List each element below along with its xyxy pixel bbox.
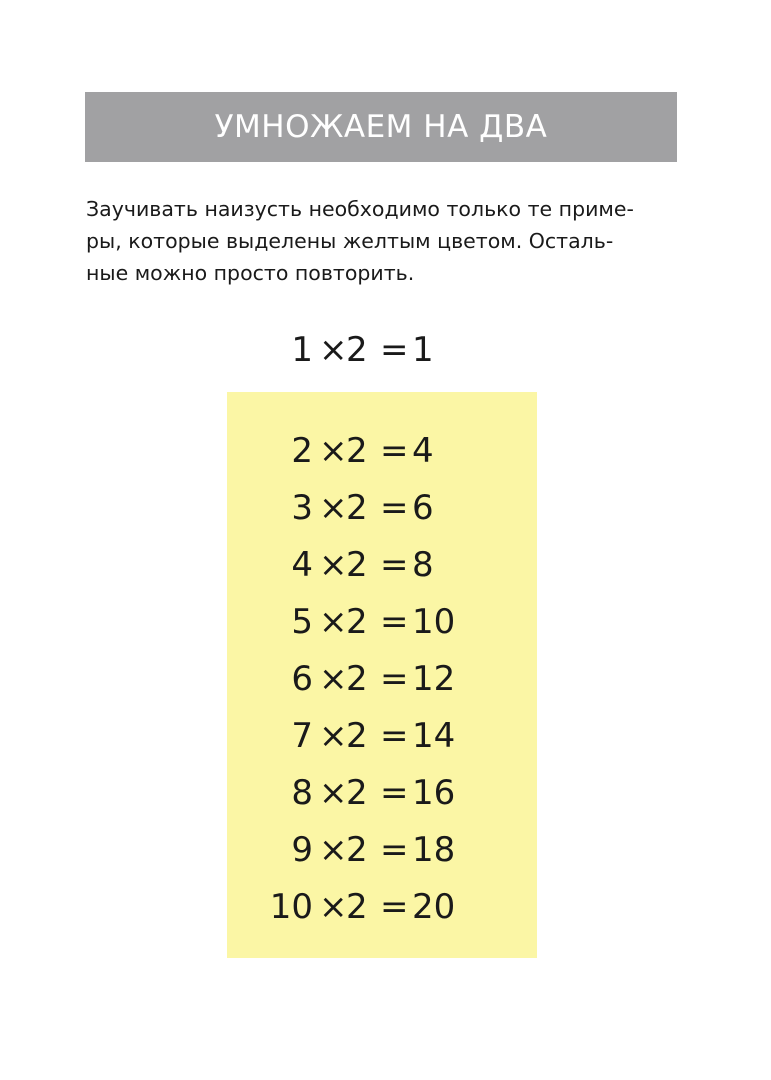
equation-factor-a: 4 <box>291 545 313 585</box>
intro-line: Заучивать наизусть необходимо только те приме- <box>86 197 634 221</box>
equation-factor-b: 2 <box>346 830 368 870</box>
equation-result: 16 <box>412 773 456 813</box>
standalone-equation <box>0 322 771 370</box>
equals-sign: = <box>380 716 409 756</box>
equation-factor-a: 10 <box>269 887 313 927</box>
equation-factor-a: 1 <box>291 330 313 370</box>
equation-row <box>0 879 771 936</box>
equation-factor-b: 2 <box>346 773 368 813</box>
multiply-sign: × <box>319 716 348 756</box>
equation-row <box>0 594 771 651</box>
equals-sign: = <box>380 887 409 927</box>
multiply-sign: × <box>319 602 348 642</box>
multiply-sign: × <box>319 330 348 370</box>
multiply-sign: × <box>319 545 348 585</box>
equation-factor-a: 7 <box>291 716 313 756</box>
equation-result: 4 <box>412 431 434 471</box>
equation-row <box>0 651 771 708</box>
equation-factor-a: 3 <box>291 488 313 528</box>
equation-factor-a: 9 <box>291 830 313 870</box>
equation-row <box>0 822 771 879</box>
intro-line: ры, которые выделены желтым цветом. Осталь- <box>86 229 614 253</box>
intro-paragraph <box>86 193 686 289</box>
equals-sign: = <box>380 659 409 699</box>
equation-list <box>0 423 771 936</box>
equation-row <box>0 708 771 765</box>
equals-sign: = <box>380 431 409 471</box>
equation-row <box>0 537 771 594</box>
equation-factor-b: 2 <box>346 716 368 756</box>
equation-factor-b: 2 <box>346 330 368 370</box>
equation-result: 10 <box>412 602 456 642</box>
equation-result: 12 <box>412 659 456 699</box>
multiply-sign: × <box>319 887 348 927</box>
equation-factor-a: 5 <box>291 602 313 642</box>
equation-result: 1 <box>412 330 434 370</box>
multiply-sign: × <box>319 488 348 528</box>
multiply-sign: × <box>319 431 348 471</box>
equation-factor-b: 2 <box>346 602 368 642</box>
equation-factor-a: 2 <box>291 431 313 471</box>
equals-sign: = <box>380 488 409 528</box>
equation-factor-b: 2 <box>346 887 368 927</box>
multiply-sign: × <box>319 773 348 813</box>
equation-row <box>0 423 771 480</box>
equation-row <box>0 480 771 537</box>
equation-result: 14 <box>412 716 456 756</box>
equals-sign: = <box>380 830 409 870</box>
equation-row <box>0 765 771 822</box>
multiply-sign: × <box>319 659 348 699</box>
equals-sign: = <box>380 602 409 642</box>
equation-factor-b: 2 <box>346 431 368 471</box>
equals-sign: = <box>380 545 409 585</box>
equation-result: 20 <box>412 887 456 927</box>
intro-line: ные можно просто повторить. <box>86 261 415 285</box>
title-bar <box>85 92 677 162</box>
equation-result: 6 <box>412 488 434 528</box>
equation-result: 18 <box>412 830 456 870</box>
equals-sign: = <box>380 773 409 813</box>
equation-factor-b: 2 <box>346 659 368 699</box>
equation-factor-b: 2 <box>346 488 368 528</box>
page-title: УМНОЖАЕМ НА ДВА <box>214 109 548 145</box>
equals-sign: = <box>380 330 409 370</box>
equation-factor-a: 8 <box>291 773 313 813</box>
equation-factor-a: 6 <box>291 659 313 699</box>
equation-factor-b: 2 <box>346 545 368 585</box>
equation-result: 8 <box>412 545 434 585</box>
multiply-sign: × <box>319 830 348 870</box>
